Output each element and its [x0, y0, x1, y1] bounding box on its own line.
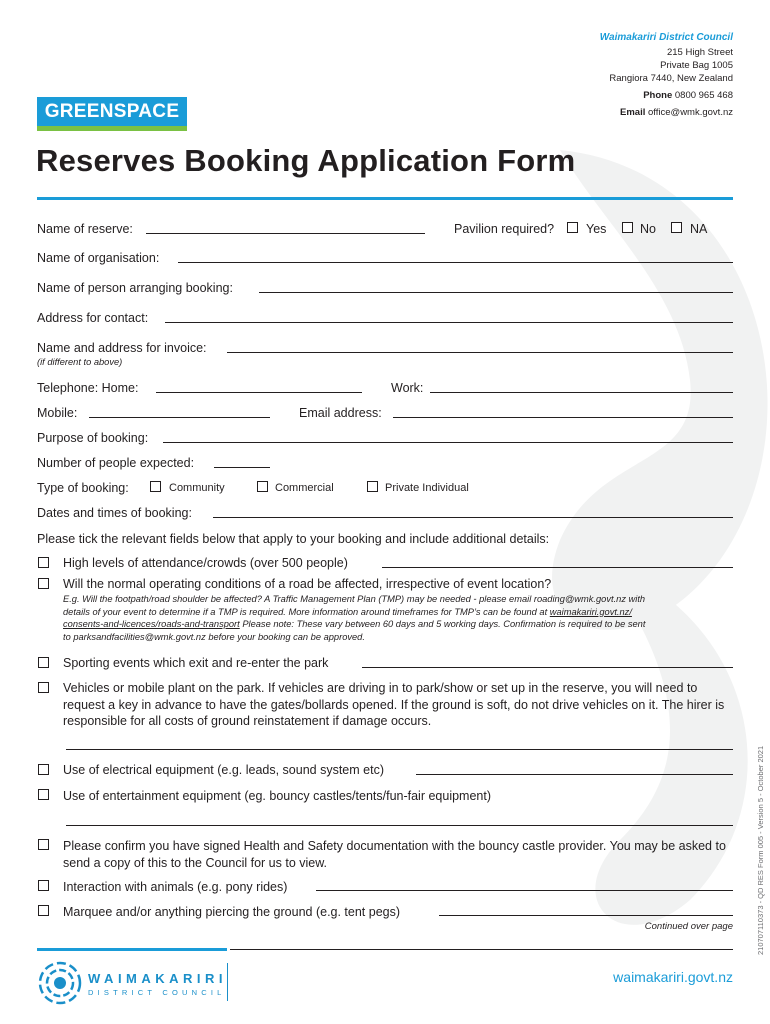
- health-safety-text: Please confirm you have signed Health and Safety documentation with the bouncy castle provider. You may be asked to send a copy of this to the Council for us to view.: [63, 839, 726, 870]
- sporting-label: Sporting events which exit and re-enter the park: [63, 656, 329, 670]
- reserve-field[interactable]: [146, 233, 425, 234]
- invoice-note: (if different to above): [37, 357, 123, 367]
- mobile-label: Mobile:: [37, 406, 78, 420]
- invoice-field[interactable]: [227, 352, 733, 353]
- work-phone-field[interactable]: [430, 392, 733, 393]
- dates-label: Dates and times of booking:: [37, 506, 192, 520]
- logo-subtitle: DISTRICT COUNCIL: [88, 988, 226, 997]
- telephone-home-field[interactable]: [156, 392, 362, 393]
- invoice-label: Name and address for invoice:: [37, 341, 207, 355]
- health-safety-checkbox[interactable]: [38, 839, 49, 850]
- entertainment-field[interactable]: [66, 825, 733, 826]
- instructions-text: Please tick the relevant fields below that apply to your booking and include additional details:: [37, 532, 550, 546]
- attendance-field[interactable]: [382, 567, 733, 568]
- road-label: Will the normal operating conditions of a road be affected, irrespective of event location?: [63, 577, 552, 591]
- sporting-checkbox[interactable]: [38, 657, 49, 668]
- purpose-field[interactable]: [163, 442, 733, 443]
- person-label: Name of person arranging booking:: [37, 281, 233, 295]
- logo-wordmark: WAIMAKARIRI: [88, 971, 228, 986]
- logo-divider: [227, 963, 228, 1001]
- attendance-checkbox[interactable]: [38, 557, 49, 568]
- greenspace-label: GREENSPACE: [44, 101, 180, 122]
- commercial-label: Commercial: [275, 482, 334, 494]
- mobile-field[interactable]: [89, 417, 270, 418]
- dates-field[interactable]: [213, 517, 733, 518]
- marquee-field[interactable]: [439, 915, 733, 916]
- pavilion-label: Pavilion required?: [454, 222, 555, 236]
- website-link[interactable]: waimakariri.govt.nz/: [549, 606, 632, 617]
- people-label: Number of people expected:: [37, 456, 195, 470]
- work-label: Work:: [391, 381, 424, 395]
- community-checkbox[interactable]: [150, 481, 161, 492]
- footer-rule-accent: [37, 948, 227, 951]
- council-logo-icon: [37, 961, 83, 1005]
- footer-rule: [230, 949, 733, 950]
- council-name: Waimakariri District Council: [599, 32, 733, 43]
- animals-field[interactable]: [316, 890, 733, 891]
- community-label: Community: [169, 482, 225, 494]
- pavilion-na-label: NA: [690, 222, 708, 236]
- commercial-checkbox[interactable]: [257, 481, 268, 492]
- animals-checkbox[interactable]: [38, 880, 49, 891]
- pavilion-no-label: No: [640, 222, 656, 236]
- page-title: Reserves Booking Application Form: [36, 143, 576, 178]
- reserve-label: Name of reserve:: [37, 222, 133, 236]
- continued-over-page: Continued over page: [644, 921, 733, 932]
- greenspace-green-bar: [37, 126, 187, 131]
- email-line: Email office@wmk.govt.nz: [620, 107, 733, 118]
- marquee-label: Marquee and/or anything piercing the ground (e.g. tent pegs): [63, 905, 401, 919]
- address-line: Private Bag 1005: [660, 60, 733, 71]
- booking-type-label: Type of booking:: [37, 481, 129, 495]
- address-line: 215 High Street: [666, 47, 733, 58]
- purpose-label: Purpose of booking:: [37, 431, 149, 445]
- address-label: Address for contact:: [37, 311, 149, 325]
- form-version-code: 210707110373 - QD RES Form 005 - Version 5 - October 2021: [756, 745, 765, 955]
- person-field[interactable]: [259, 292, 733, 293]
- phone-line: Phone 0800 965 468: [643, 90, 733, 101]
- pavilion-no-checkbox[interactable]: [622, 222, 633, 233]
- council-contact-block: [600, 31, 733, 119]
- telephone-home-label: Telephone: Home:: [37, 381, 139, 395]
- email-address-label: Email address:: [299, 406, 382, 420]
- entertainment-label: Use of entertainment equipment (eg. bouncy castles/tents/fun-fair equipment): [63, 789, 492, 803]
- people-field[interactable]: [214, 467, 270, 468]
- animals-label: Interaction with animals (e.g. pony rides): [63, 880, 288, 894]
- website-link[interactable]: waimakariri.govt.nz: [613, 969, 733, 985]
- attendance-label: High levels of attendance/crowds (over 500 people): [63, 556, 348, 570]
- pavilion-yes-checkbox[interactable]: [567, 222, 578, 233]
- entertainment-checkbox[interactable]: [38, 789, 49, 800]
- pavilion-na-checkbox[interactable]: [671, 222, 682, 233]
- sporting-field[interactable]: [362, 667, 733, 668]
- title-underline: [37, 197, 733, 200]
- greenspace-badge: [37, 97, 187, 131]
- address-field[interactable]: [165, 322, 733, 323]
- private-individual-label: Private Individual: [385, 482, 469, 494]
- email-address-field[interactable]: [393, 417, 733, 418]
- vehicles-checkbox[interactable]: [38, 682, 49, 693]
- private-individual-checkbox[interactable]: [367, 481, 378, 492]
- organisation-label: Name of organisation:: [37, 251, 160, 265]
- pavilion-yes-label: Yes: [586, 222, 607, 236]
- electrical-field[interactable]: [416, 774, 733, 775]
- vehicles-text: Vehicles or mobile plant on the park. If vehicles are driving in to park/show or set up in the reserve, you will need to request a key in advance to have the gates/bollards opened. If the ground is soft, do not drive vehicles on it. The hirer is responsible for all costs of ground reinstatement if damage occurs.: [63, 681, 725, 728]
- marquee-checkbox[interactable]: [38, 905, 49, 916]
- electrical-label: Use of electrical equipment (e.g. leads, sound system etc): [63, 763, 384, 777]
- road-checkbox[interactable]: [38, 578, 49, 589]
- roads-transport-link[interactable]: consents-and-licences/roads-and-transport: [63, 619, 240, 630]
- vehicles-field[interactable]: [66, 749, 733, 750]
- address-line: Rangiora 7440, New Zealand: [609, 73, 733, 84]
- electrical-checkbox[interactable]: [38, 764, 49, 775]
- organisation-field[interactable]: [178, 262, 733, 263]
- road-note: E.g. Will the footpath/road shoulder be affected? A Traffic Management Plan (TMP) may be needed - please email roading@wmk.govt.nz with details of your event to determine if a TMP is required. More information around timeframes for TMP’s can be found at waimakariri.govt.nz/ consents-and-licences/roads-and-transport Please note: These vary between 60 days and 5 working days. Confirmation is required to be sent to parksandfacilities@wmk.govt.nz before your booking can be approved.: [63, 594, 646, 642]
